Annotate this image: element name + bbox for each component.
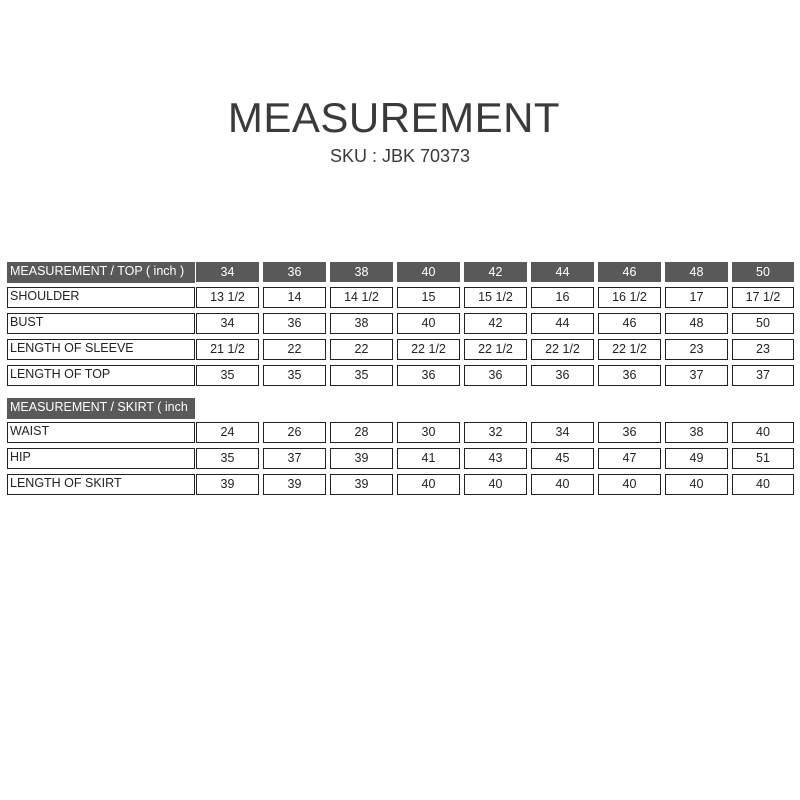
skirt-header-label: MEASUREMENT / SKIRT ( inch: [7, 398, 195, 419]
table-cell: 30: [397, 422, 460, 443]
table-cell: 51: [732, 448, 794, 469]
table-cell: 36: [263, 313, 326, 334]
table-cell: 14: [263, 287, 326, 308]
size-header: 36: [263, 262, 326, 282]
page-title: MEASUREMENT: [227, 94, 561, 141]
table-cell: 40: [464, 474, 527, 495]
table-cell: 49: [665, 448, 728, 469]
row-label: LENGTH OF SKIRT: [7, 474, 195, 495]
table-cell: 35: [263, 365, 326, 386]
table-cell: 39: [196, 474, 259, 495]
table-cell: 22 1/2: [464, 339, 527, 360]
size-header: 38: [330, 262, 393, 282]
table-cell: 40: [598, 474, 661, 495]
row-label: WAIST: [7, 422, 195, 443]
table-cell: 39: [330, 448, 393, 469]
table-cell: 45: [531, 448, 594, 469]
table-cell: 38: [665, 422, 728, 443]
table-cell: 38: [330, 313, 393, 334]
table-cell: 22 1/2: [397, 339, 460, 360]
table-cell: 17 1/2: [732, 287, 794, 308]
table-cell: 47: [598, 448, 661, 469]
table-cell: 22: [330, 339, 393, 360]
table-cell: 40: [397, 474, 460, 495]
table-cell: 40: [531, 474, 594, 495]
table-cell: 26: [263, 422, 326, 443]
table-cell: 16 1/2: [598, 287, 661, 308]
table-cell: 16: [531, 287, 594, 308]
size-header: 40: [397, 262, 460, 282]
table-cell: 14 1/2: [330, 287, 393, 308]
row-label: HIP: [7, 448, 195, 469]
row-label: BUST: [7, 313, 195, 334]
size-header: 48: [665, 262, 728, 282]
table-cell: 35: [196, 365, 259, 386]
table-cell: 22: [263, 339, 326, 360]
table-cell: 28: [330, 422, 393, 443]
table-cell: 41: [397, 448, 460, 469]
size-header: 50: [732, 262, 794, 282]
table-cell: 36: [464, 365, 527, 386]
table-cell: 34: [196, 313, 259, 334]
table-cell: 22 1/2: [531, 339, 594, 360]
table-cell: 36: [531, 365, 594, 386]
table-cell: 50: [732, 313, 794, 334]
size-header: 46: [598, 262, 661, 282]
table-cell: 39: [330, 474, 393, 495]
top-header-label: MEASUREMENT / TOP ( inch ): [7, 262, 195, 283]
table-cell: 23: [665, 339, 728, 360]
table-cell: 44: [531, 313, 594, 334]
size-header: 34: [196, 262, 259, 282]
table-cell: 36: [598, 365, 661, 386]
table-cell: 35: [330, 365, 393, 386]
row-label: LENGTH OF TOP: [7, 365, 195, 386]
table-cell: 37: [732, 365, 794, 386]
table-cell: 40: [397, 313, 460, 334]
table-cell: 22 1/2: [598, 339, 661, 360]
size-header: 42: [464, 262, 527, 282]
table-cell: 43: [464, 448, 527, 469]
table-cell: 46: [598, 313, 661, 334]
table-cell: 40: [732, 422, 794, 443]
table-cell: 42: [464, 313, 527, 334]
table-cell: 39: [263, 474, 326, 495]
table-cell: 48: [665, 313, 728, 334]
table-cell: 37: [263, 448, 326, 469]
table-cell: 35: [196, 448, 259, 469]
row-label: LENGTH OF SLEEVE: [7, 339, 195, 360]
table-cell: 40: [732, 474, 794, 495]
table-cell: 15: [397, 287, 460, 308]
table-cell: 37: [665, 365, 728, 386]
size-header: 44: [531, 262, 594, 282]
table-cell: 24: [196, 422, 259, 443]
table-cell: 34: [531, 422, 594, 443]
table-cell: 32: [464, 422, 527, 443]
table-cell: 13 1/2: [196, 287, 259, 308]
row-label: SHOULDER: [7, 287, 195, 308]
sku-label: SKU : JBK 70373: [329, 146, 471, 166]
table-cell: 17: [665, 287, 728, 308]
table-cell: 40: [665, 474, 728, 495]
table-cell: 21 1/2: [196, 339, 259, 360]
table-cell: 36: [598, 422, 661, 443]
table-cell: 36: [397, 365, 460, 386]
table-cell: 15 1/2: [464, 287, 527, 308]
table-cell: 23: [732, 339, 794, 360]
